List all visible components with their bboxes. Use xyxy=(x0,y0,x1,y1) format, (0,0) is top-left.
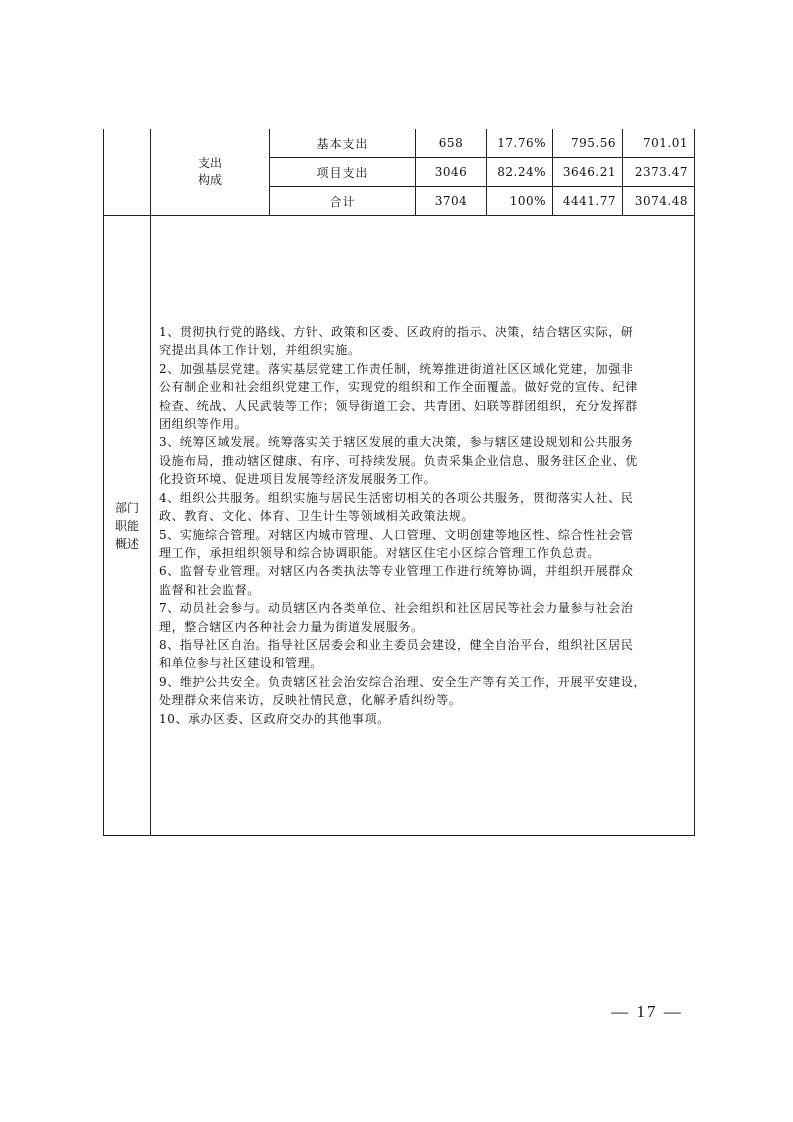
expenditure-label xyxy=(151,129,270,216)
expenditure-name: 合计 xyxy=(270,187,416,216)
expenditure-value: 701.01 xyxy=(623,129,695,158)
functions-line: 3、统筹区域发展。统筹落实关于辖区发展的重大决策，参与辖区建设规划和公共服务 xyxy=(159,435,634,450)
functions-row xyxy=(104,216,695,836)
expenditure-percent: 82.24% xyxy=(487,158,553,187)
functions-line: 究提出具体工作计划，并组织实施。 xyxy=(159,343,361,358)
expenditure-percent: 17.76% xyxy=(487,129,553,158)
expenditure-value: 3646.21 xyxy=(553,158,623,187)
functions-line: 理工作，承担组织领导和综合协调职能。对辖区住宅小区综合管理工作负总责。 xyxy=(159,545,601,560)
expenditure-percent: 100% xyxy=(487,187,553,216)
functions-line: 和单位参与社区建设和管理。 xyxy=(159,656,323,671)
functions-label-line: 职能 xyxy=(114,518,139,533)
expenditure-row-basic xyxy=(104,129,695,158)
functions-label-line: 部门 xyxy=(114,500,139,515)
functions-line: 理，整合辖区内各种社会力量为街道发展服务。 xyxy=(159,619,424,634)
functions-text-block xyxy=(151,323,694,728)
functions-label-line: 概述 xyxy=(114,536,139,551)
expenditure-label-line1: 支出 xyxy=(197,156,222,170)
expenditure-value: 2373.47 xyxy=(623,158,695,187)
functions-line: 1、贯彻执行党的路线、方针、政策和区委、区政府的指示、决策，结合辖区实际，研 xyxy=(159,325,634,340)
expenditure-value: 4441.77 xyxy=(553,187,623,216)
functions-label xyxy=(104,216,151,836)
expenditure-value: 658 xyxy=(416,129,487,158)
functions-line: 检查、统战、人民武装等工作；领导街道工会、共青团、妇联等群团组织，充分发挥群 xyxy=(159,398,638,413)
expenditure-value: 795.56 xyxy=(553,129,623,158)
blank-cell xyxy=(104,129,151,216)
functions-line: 8、指导社区自治。指导社区居委会和业主委员会建设，健全自治平台，组织社区居民 xyxy=(159,637,634,652)
functions-line: 7、动员社会参与。动员辖区内各类单位、社会组织和社区居民等社会力量参与社会治 xyxy=(159,601,634,616)
functions-line: 公有制企业和社会组织党建工作，实现党的组织和工作全面覆盖。做好党的宣传、纪律 xyxy=(159,380,638,395)
functions-line: 10、承办区委、区政府交办的其他事项。 xyxy=(159,711,390,726)
functions-line: 团组织等作用。 xyxy=(159,417,248,432)
expenditure-label-line2: 构成 xyxy=(197,173,222,187)
page-number-text: — 17 — xyxy=(611,1002,683,1021)
functions-line: 9、维护公共安全。负责辖区社会治安综合治理、安全生产等有关工作，开展平安建设， xyxy=(159,674,647,689)
department-table xyxy=(103,129,695,836)
functions-line: 2、加强基层党建。落实基层党建工作责任制，统筹推进街道社区区域化党建，加强非 xyxy=(159,361,634,376)
functions-line: 监督和社会监督。 xyxy=(159,582,260,597)
functions-line: 政、教育、文化、体育、卫生计生等领域相关政策法规。 xyxy=(159,509,475,524)
functions-line: 6、监督专业管理。对辖区内各类执法等专业管理工作进行统筹协调，并组织开展群众 xyxy=(159,564,634,579)
functions-line: 5、实施综合管理。对辖区内城市管理、人口管理、文明创建等地区性、综合性社会管 xyxy=(159,527,634,542)
expenditure-value: 3704 xyxy=(416,187,487,216)
functions-line: 处理群众来信来访，反映社情民意，化解矛盾纠纷等。 xyxy=(159,693,462,708)
expenditure-name: 项目支出 xyxy=(270,158,416,187)
expenditure-name: 基本支出 xyxy=(270,129,416,158)
functions-line: 设施布局，推动辖区健康、有序、可持续发展。负责采集企业信息、服务驻区企业、优 xyxy=(159,453,638,468)
functions-line: 4、组织公共服务。组织实施与居民生活密切相关的各项公共服务，贯彻落实人社、民 xyxy=(159,490,634,505)
functions-line: 化投资环境、促进项目发展等经济发展服务工作。 xyxy=(159,472,437,487)
functions-description xyxy=(151,216,695,836)
expenditure-value: 3074.48 xyxy=(623,187,695,216)
expenditure-value: 3046 xyxy=(416,158,487,187)
